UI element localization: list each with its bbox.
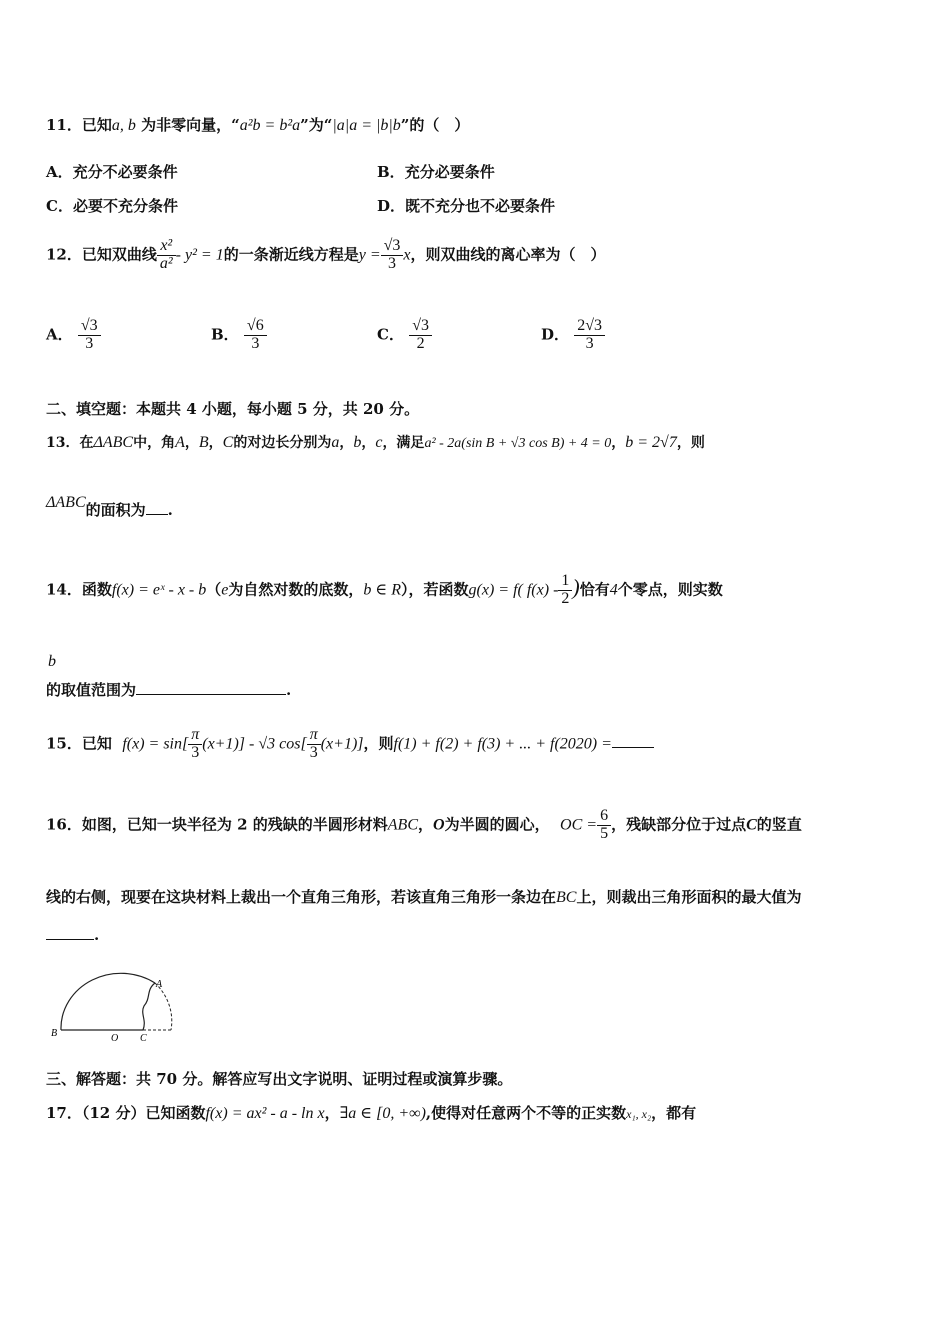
q11-option-d bbox=[377, 195, 555, 216]
q14-range-text: 的取值范围为 bbox=[46, 681, 137, 699]
q13-triangle: ΔABC bbox=[93, 434, 134, 451]
q16-bc: BC bbox=[556, 889, 577, 906]
q16-text-d: ，残缺部分位于过点 bbox=[611, 815, 747, 834]
fraction-denominator: 3 bbox=[309, 743, 318, 761]
q13-text-a: 13．在 bbox=[46, 435, 94, 451]
q11-cond2: |a|a = |b|b bbox=[332, 117, 401, 134]
period: . bbox=[167, 501, 173, 519]
separator: ， bbox=[361, 435, 376, 451]
separator: ， bbox=[339, 435, 354, 451]
q14-text-b: （ bbox=[206, 580, 222, 599]
q15-text-a: 15．已知 bbox=[46, 734, 112, 753]
q13-side-c: c bbox=[375, 434, 383, 451]
q13-side-a: a bbox=[331, 434, 340, 451]
option-label: B． bbox=[377, 163, 405, 181]
q12-text-b: 的一条渐近线方程是 bbox=[223, 245, 359, 264]
q15-func-c: (x+1)] bbox=[320, 735, 364, 753]
q13-angle-a: A bbox=[175, 434, 185, 451]
q14-b-in-r: b ∈ R bbox=[363, 581, 402, 599]
q12-option-a bbox=[46, 318, 101, 353]
option-text: 既不充分也不必要条件 bbox=[405, 197, 556, 215]
q14-answer-blank[interactable] bbox=[136, 694, 286, 695]
fraction-numerator: √3 bbox=[381, 238, 404, 256]
q17-text-d: ，都有 bbox=[651, 1104, 697, 1122]
label-o: O bbox=[111, 1033, 119, 1044]
q16-text-c: 为半圆的圆心， bbox=[444, 815, 550, 834]
fraction-numerator: √3 bbox=[409, 318, 432, 336]
q17-xs: x₁, x₂ bbox=[626, 1107, 652, 1121]
q14-g-close: ) bbox=[572, 574, 580, 600]
q16-text-b: ， bbox=[417, 815, 433, 834]
q13-equation: a² - 2a(sin B + √3 cos B) + 4 = 0 bbox=[424, 436, 612, 451]
q14-half-fraction bbox=[558, 573, 572, 608]
q13-text-e: ，则 bbox=[676, 435, 705, 451]
option-label: C． bbox=[377, 325, 404, 344]
fraction-numerator: 2√3 bbox=[574, 318, 605, 336]
option-text: 充分必要条件 bbox=[404, 163, 495, 181]
fraction-numerator: √3 bbox=[78, 318, 101, 336]
q11-text-b: 为非零向量，“ bbox=[141, 116, 240, 134]
q17-exists: ∃a ∈ [0, +∞) bbox=[339, 1105, 426, 1122]
q14-text-d: ），若函数 bbox=[401, 580, 469, 599]
q17-text-b: ， bbox=[324, 1104, 340, 1122]
option-label: D． bbox=[541, 325, 570, 344]
q15-text-b: ，则 bbox=[363, 734, 394, 753]
option-label: B． bbox=[211, 325, 239, 344]
q14-line2 bbox=[46, 653, 920, 700]
fraction-denominator: 3 bbox=[85, 334, 94, 352]
q14-b: b bbox=[48, 653, 56, 670]
q16-line2 bbox=[46, 886, 920, 907]
q15-func-b: (x+1)] - √3 cos[ bbox=[202, 735, 307, 753]
q16-semicircle-figure bbox=[48, 968, 188, 1048]
q11-cond1: a²b = b²a bbox=[239, 117, 301, 134]
semicircle-arc-dashed bbox=[155, 983, 172, 1030]
q14-e: e bbox=[221, 581, 229, 599]
q13-b-value: b = 2√7 bbox=[625, 434, 677, 451]
fraction-denominator: a² bbox=[159, 254, 173, 272]
q12-option-d bbox=[541, 318, 605, 353]
q16-text-line2b: 上，则裁出三角形面积的最大值为 bbox=[576, 888, 802, 906]
q14-four: 4 bbox=[609, 581, 618, 599]
q13-stem bbox=[46, 432, 920, 452]
fraction-numerator: 1 bbox=[558, 573, 572, 591]
option-fraction bbox=[574, 318, 605, 353]
q14-text-f: 个零点，则实数 bbox=[617, 580, 723, 599]
q16-stem bbox=[46, 808, 920, 843]
q16-oc-fraction bbox=[597, 808, 611, 843]
fraction-denominator: 5 bbox=[600, 824, 609, 842]
period: . bbox=[286, 681, 292, 699]
broken-edge bbox=[143, 983, 155, 1030]
q11-text-c: ”为“ bbox=[300, 116, 333, 134]
label-a: A bbox=[156, 979, 163, 990]
q12-option-c bbox=[377, 318, 432, 353]
q15-pi-fraction-2 bbox=[307, 727, 321, 762]
q11-option-a bbox=[46, 161, 178, 182]
q12-asym-lhs: y = bbox=[358, 246, 381, 264]
semicircle-arc bbox=[61, 973, 155, 1030]
q12-hyperbola-rest: - y² = 1 bbox=[175, 246, 224, 264]
q16-o: O bbox=[433, 816, 445, 834]
option-fraction bbox=[409, 318, 432, 353]
q17-text-a: 17．（12 分）已知函数 bbox=[46, 1104, 206, 1122]
q16-answer-blank[interactable] bbox=[46, 939, 94, 940]
option-fraction bbox=[78, 318, 101, 353]
q16-oc: OC = bbox=[560, 816, 598, 834]
q16-abc: ABC bbox=[387, 816, 418, 834]
q15-sum: f(1) + f(2) + f(3) + ... + f(2020) = bbox=[393, 735, 612, 753]
fraction-numerator: π bbox=[307, 727, 321, 745]
q17-text-c: ,使得对任意两个不等的正实数 bbox=[425, 1104, 627, 1122]
q13-angle-b: B bbox=[198, 434, 209, 451]
q16-text-line2a: 线的右侧，现要在这块材料上裁出一个直角三角形，若该直角三角形一条边在 bbox=[46, 888, 557, 906]
option-label: D． bbox=[377, 197, 406, 215]
option-fraction bbox=[244, 318, 267, 353]
q17-stem bbox=[46, 1102, 920, 1123]
q11-option-c bbox=[46, 195, 178, 216]
fraction-numerator: π bbox=[188, 727, 202, 745]
option-label: C． bbox=[46, 197, 73, 215]
section-2-heading: 二、填空题：本题共 4 小题，每小题 5 分，共 20 分。 bbox=[46, 400, 420, 418]
fraction-denominator: 3 bbox=[585, 334, 594, 352]
separator: ， bbox=[184, 435, 199, 451]
fraction-numerator: x² bbox=[157, 238, 176, 256]
q13-triangle-2: ΔABC bbox=[46, 494, 86, 511]
fraction-numerator: √6 bbox=[244, 318, 267, 336]
q13-area-text: 的面积为 bbox=[85, 501, 146, 519]
q14-text-a: 14．函数 bbox=[46, 580, 112, 599]
q16-text-e: 的竖直 bbox=[756, 815, 802, 834]
q13-text-b: 中，角 bbox=[133, 435, 176, 451]
q17-function: f(x) = ax² - a - ln x bbox=[205, 1105, 325, 1122]
label-b: B bbox=[51, 1028, 58, 1039]
q13-answer-blank[interactable] bbox=[146, 514, 168, 515]
q15-func-a: f(x) = sin[ bbox=[122, 735, 189, 753]
q13-text-c: 的对边长分别为 bbox=[233, 435, 332, 451]
q14-text-e: 恰有 bbox=[579, 580, 610, 599]
q12-hyperbola-fraction bbox=[157, 238, 176, 273]
q11-text-d: ”的（ ） bbox=[400, 116, 470, 134]
q13-text-d: ，满足 bbox=[382, 435, 425, 451]
separator: ， bbox=[208, 435, 223, 451]
q12-asym-x: x bbox=[403, 246, 411, 264]
q13-side-b: b bbox=[353, 434, 362, 451]
fraction-denominator: 2 bbox=[416, 334, 425, 352]
q11-option-b bbox=[377, 161, 495, 182]
q12-text-a: 12．已知双曲线 bbox=[46, 245, 157, 264]
q15-pi-fraction-1 bbox=[188, 727, 202, 762]
q11-vars: a, b bbox=[111, 117, 136, 134]
q11-text: 11．已知 bbox=[46, 116, 112, 134]
q12-option-b bbox=[211, 318, 267, 353]
option-label: A． bbox=[46, 325, 73, 344]
q16-line3 bbox=[46, 926, 920, 944]
label-c: C bbox=[140, 1033, 147, 1044]
option-text: 充分不必要条件 bbox=[72, 163, 178, 181]
q14-text-c: 为自然对数的底数， bbox=[228, 580, 364, 599]
q13-line2 bbox=[46, 494, 920, 520]
q16-c: C bbox=[746, 816, 757, 834]
q12-stem bbox=[46, 238, 920, 273]
fraction-denominator: 3 bbox=[251, 334, 260, 352]
section-3-heading: 三、解答题：共 70 分。解答应写出文字说明、证明过程或演算步骤。 bbox=[46, 1070, 513, 1088]
q16-text-a: 16．如图，已知一块半径为 2 的残缺的半圆形材料 bbox=[46, 815, 388, 834]
fraction-numerator: 6 bbox=[597, 808, 611, 826]
fraction-denominator: 3 bbox=[388, 254, 397, 272]
separator: ， bbox=[611, 435, 626, 451]
q11-stem bbox=[46, 114, 920, 135]
option-text: 必要不充分条件 bbox=[72, 197, 178, 215]
option-label: A． bbox=[46, 163, 73, 181]
q14-g-function: g(x) = f( f(x) - bbox=[468, 581, 559, 599]
period: . bbox=[94, 926, 100, 944]
q12-text-c: ，则双曲线的离心率为（ ） bbox=[410, 245, 606, 264]
q14-function: f(x) = eˣ - x - b bbox=[111, 581, 207, 599]
fraction-denominator: 3 bbox=[191, 743, 200, 761]
q14-stem bbox=[46, 573, 920, 608]
q13-angle-c: C bbox=[222, 434, 234, 451]
q12-asym-fraction bbox=[381, 238, 404, 273]
fraction-denominator: 2 bbox=[561, 589, 570, 607]
q15-answer-blank[interactable] bbox=[612, 747, 654, 748]
q15-stem bbox=[46, 727, 920, 762]
